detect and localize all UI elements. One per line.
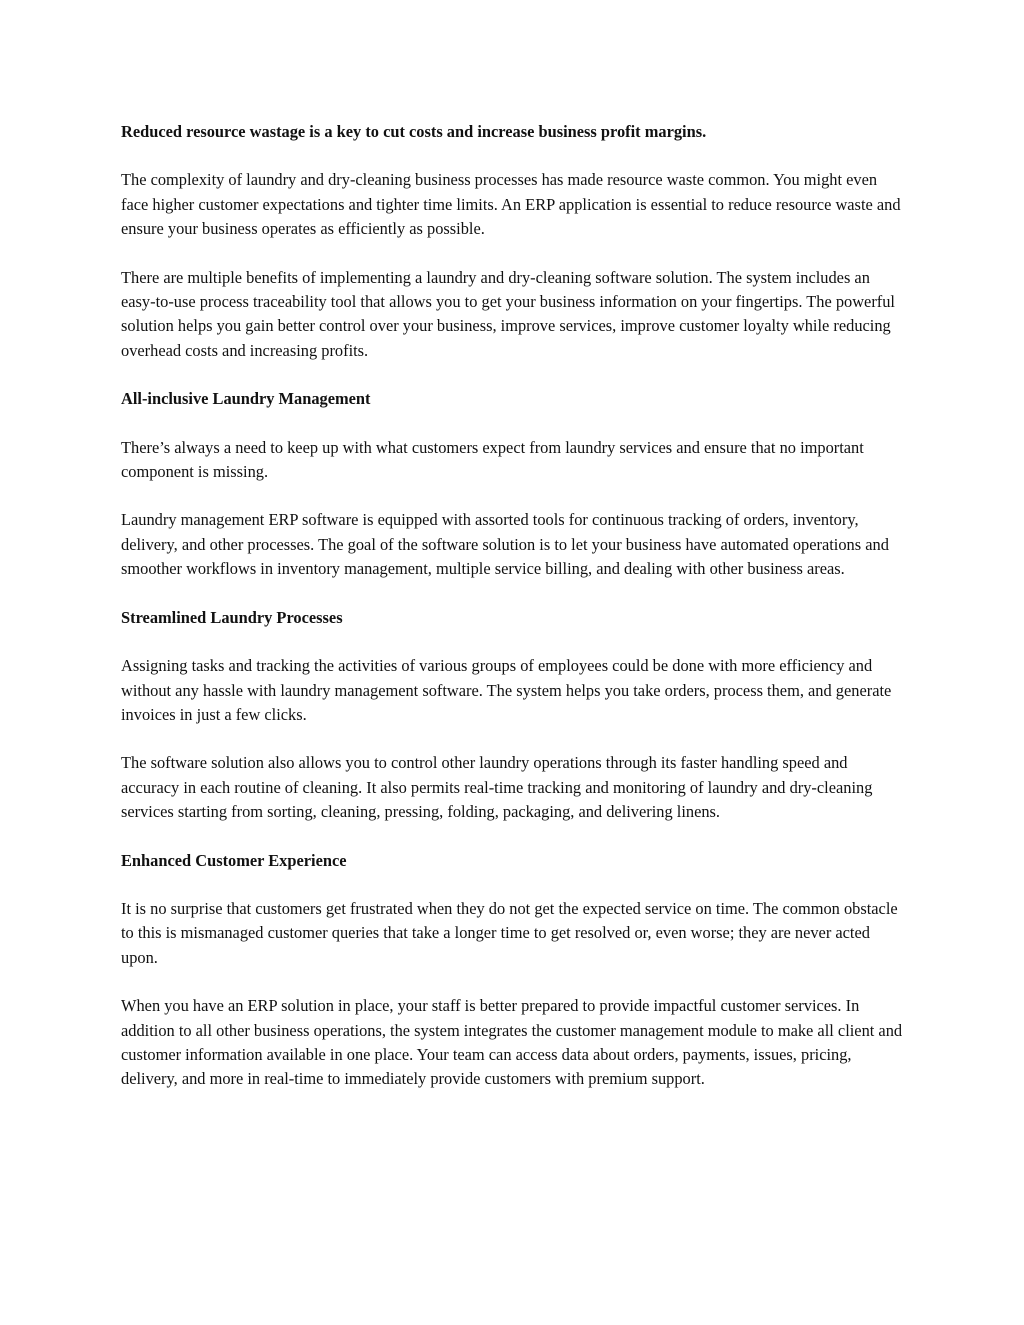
section-heading-laundry-management: All-inclusive Laundry Management (121, 389, 371, 409)
section-heading-streamlined-processes: Streamlined Laundry Processes (121, 607, 343, 627)
paragraph: It is no surprise that customers get frustrated when they do not get the expected service on time. The common obstacle to this is mismanaged customer queries that take a longer time to get resolved or, even worse; they are never acted upon. (121, 898, 898, 967)
heading-intro: Reduced resource wastage is a key to cut costs and increase business profit margins. (121, 122, 707, 141)
paragraph: There’s always a need to keep up with what customers expect from laundry services and ensure that no important component is missing. (121, 437, 864, 482)
document-page (121, 120, 906, 1116)
section-heading-customer-experience: Enhanced Customer Experience (121, 850, 347, 870)
paragraph: The complexity of laundry and dry-cleaning business processes has made resource waste common. You might even face higher customer expectations and tighter time limits. An ERP application is essential to reduce resource waste and ensure your business operates as efficiently as possible. (121, 170, 901, 239)
paragraph: Laundry management ERP software is equipped with assorted tools for continuous tracking of orders, inventory, delivery, and other processes. The goal of the software solution is to let your business have automated operations and smoother workflows in inventory management, multiple service billing, and dealing with other business areas. (121, 510, 889, 579)
paragraph: There are multiple benefits of implementing a laundry and dry-cleaning software solution. The system includes an easy-to-use process traceability tool that allows you to get your business information on your fingertips. The powerful solution helps you gain better control over your business, improve services, improve customer loyalty while reducing overhead costs and increasing profits. (121, 267, 895, 360)
paragraph: The software solution also allows you to control other laundry operations through its faster handling speed and accuracy in each routine of cleaning. It also permits real-time tracking and monitoring of laundry and dry-cleaning services starting from sorting, cleaning, pressing, folding, packaging, and delivering linens. (121, 753, 873, 822)
paragraph: When you have an ERP solution in place, your staff is better prepared to provide impactful customer services. In addition to all other business operations, the system integrates the customer management module to make all client and customer information available in one place. Your team can access data about orders, payments, issues, pricing, delivery, and more in real-time to immediately provide customers with premium support. (121, 996, 903, 1089)
paragraph: Assigning tasks and tracking the activities of various groups of employees could be done with more efficiency and without any hassle with laundry management software. The system helps you take orders, process them, and generate invoices in just a few clicks. (121, 656, 892, 724)
